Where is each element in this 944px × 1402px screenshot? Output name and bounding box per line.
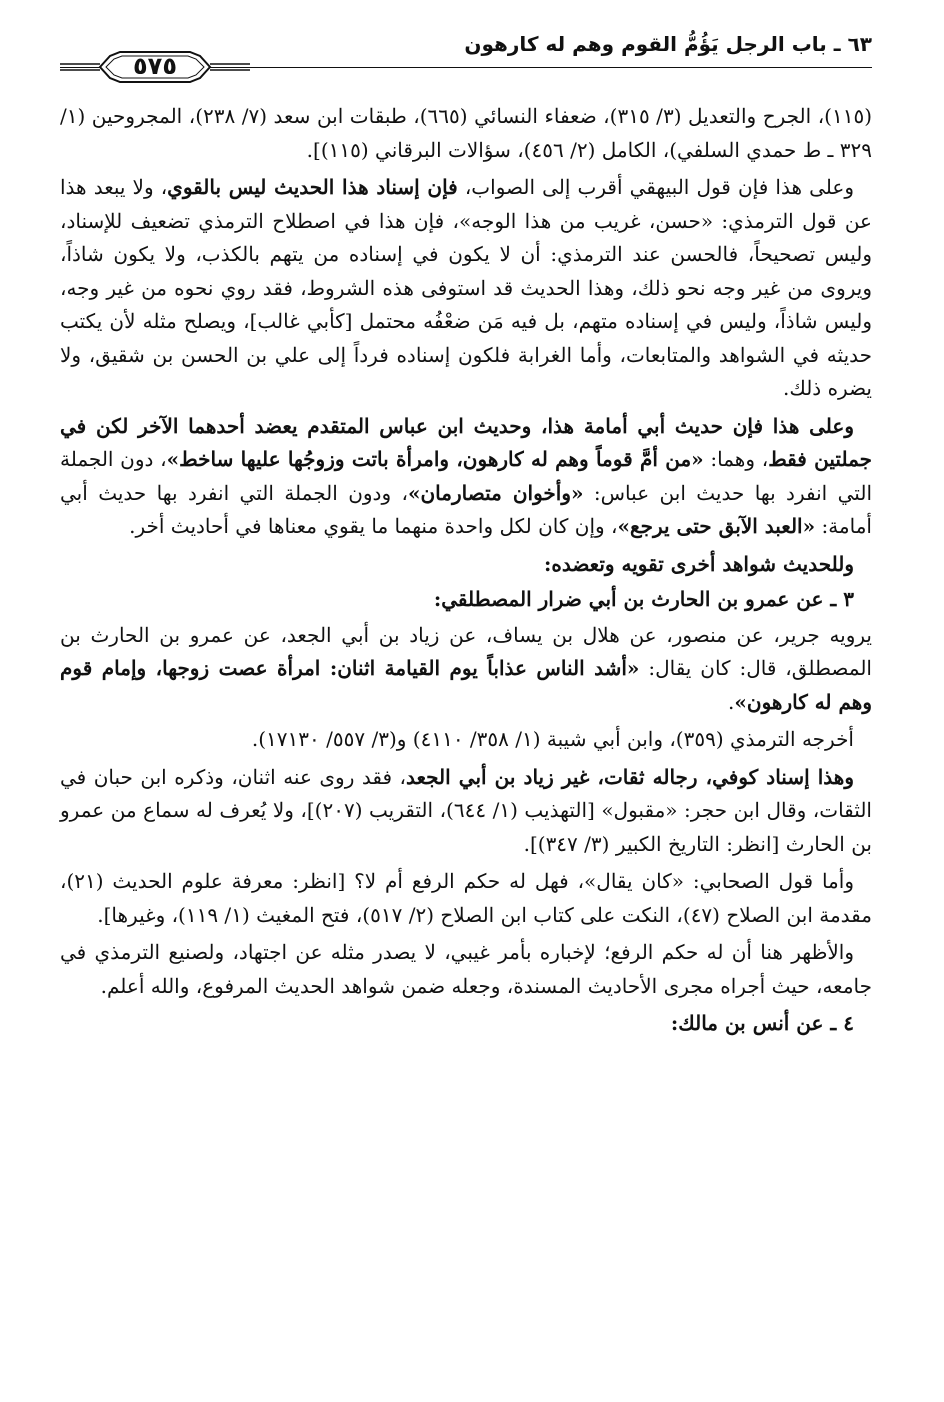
bold-text-segment: وعلى هذا فإن حديث أبي أمامة هذا، وحديث ابن عباس المتقدم يعضد أحدهما الآخر لكن في جملتين فقط bbox=[60, 413, 873, 471]
paragraph-group-2 bbox=[60, 619, 872, 1004]
text-segment: ، وإن كان لكل واحدة منهما ما يقوي معناها في أحاديث أخر. bbox=[129, 514, 618, 538]
text-segment: ، ولا يبعد هذا عن قول الترمذي: «حسن، غريب من هذا الوجه»، فإن هذا في اصطلاح الترمذي تضعيف للإسناد، وليس تصحيحاً، فالحسن عند الترمذي: أن لا يكون في إسناده من يتهم بالكذب، ولا يكون شاذاً، ويروى من غير وجه نحو ذلك، وهذا الحديث قد استوفى هذه الشروط، فقد روي نحوه من غير وجه، وليس شاذاً، وليس في إسناده متهم، بل فيه مَن ضعْفُه محتمل [كأبي غالب]، ويصلح مثله لأن يكتب حديثه في الشواهد والمتابعات، وأما الغرابة فلكون إسناده فرداً إلى علي بن الحسن بن شقيق، ولا يضره ذلك. bbox=[60, 175, 872, 400]
paragraph-p6 bbox=[60, 761, 872, 862]
paragraph-p1 bbox=[60, 100, 872, 167]
paragraph-group-1 bbox=[60, 100, 872, 544]
bold-text-segment: «من أمَّ قوماً وهم له كارهون، وامرأة باتت وزوجُها عليها ساخط» bbox=[166, 447, 704, 471]
page-number: ٥٧٥ bbox=[133, 52, 177, 80]
text-segment: وعلى هذا فإن قول البيهقي أقرب إلى الصواب، bbox=[457, 175, 854, 199]
text-segment: ، ودون الجملة التي انفرد بها حديث أبي أمامة: bbox=[60, 480, 872, 538]
text-segment: ، دون الجملة التي انفرد بها حديث ابن عباس: bbox=[60, 447, 872, 505]
section-heading-anas: ٤ ـ عن أنس بن مالك: bbox=[670, 1011, 854, 1035]
text-segment: . bbox=[728, 689, 735, 714]
text-segment: ، وهما: bbox=[703, 447, 769, 471]
text-segment: والأظهر هنا أن له حكم الرفع؛ لإخباره بأمر غيبي، لا يصدر مثله عن اجتهاد، ولصنيع الترمذي في جامعه، حيث أجراه مجرى الأحاديث المسندة، وجعله ضمن شواهد الحديث المرفوع، والله أعلم. bbox=[60, 940, 872, 998]
section-heading-amr: ٣ ـ عن عمرو بن الحارث بن أبي ضرار المصطلقي: bbox=[433, 587, 854, 611]
bold-text-segment: فإن إسناد هذا الحديث ليس بالقوي bbox=[167, 175, 458, 199]
chapter-title: ٦٣ ـ باب الرجل يَؤُمُّ القوم وهم له كارهون bbox=[464, 32, 872, 56]
paragraph-p8 bbox=[60, 936, 872, 1003]
text-segment: وأما قول الصحابي: «كان يقال»، فهل له حكم الرفع أم لا؟ [انظر: معرفة علوم الحديث (٢١)، مقدمة ابن الصلاح (٤٧)، النكت على كتاب ابن الصلاح (٢/ ٥١٧)، فتح المغيث (١/ ١١٩)، وغيرها]. bbox=[60, 869, 872, 927]
page-header bbox=[60, 30, 872, 92]
bold-text-segment: «العبد الآبق حتى يرجع» bbox=[617, 514, 816, 538]
paragraph-p2 bbox=[60, 171, 872, 406]
bold-text-segment: وهذا إسناد كوفي، رجاله ثقات، غير زياد بن أبي الجعد bbox=[405, 764, 855, 789]
text-segment: أخرجه الترمذي (٣٥٩)، وابن أبي شيبة (١/ ٣٥٨/ ٤١١٠) و(٣/ ٥٥٧/ ١٧١٣٠). bbox=[251, 727, 854, 751]
bold-text-segment: «وأخوان متصارمان» bbox=[407, 480, 584, 505]
book-page bbox=[60, 30, 872, 1380]
text-segment: (١١٥)، الجرح والتعديل (٣/ ٣١٥)، ضعفاء النسائي (٦٦٥)، طبقات ابن سعد (٧/ ٢٣٨)، المجروحين (١/ ٣٢٩ ـ ط حمدي السلفي)، الكامل (٢/ ٤٥٦)، سؤالات البرقاني (١١٥)]. bbox=[60, 104, 873, 162]
paragraph-p5 bbox=[60, 723, 872, 757]
text-segment: يرويه جرير، عن منصور، عن هلال بن يساف، عن زياد بن أبي الجعد، عن عمرو بن الحارث بن المصطلق، قال: كان يقال: bbox=[60, 622, 872, 680]
paragraph-p7 bbox=[60, 865, 872, 932]
text-segment: ، فقد روى عنه اثنان، وذكره ابن حبان في الثقات، وقال ابن حجر: «مقبول» [التهذيب (١/ ٦٤٤)، التقريب (٢٠٧)]، ولا يُعرف له سماع من عمرو بن الحارث [انظر: التاريخ الكبير (٣/ ٣٤٧)]. bbox=[60, 764, 872, 856]
bold-text-segment: «أشد الناس عذاباً يوم القيامة اثنان: امرأة عصت زوجها، وإمام قوم وهم له كارهون» bbox=[60, 656, 872, 714]
paragraph-p3 bbox=[60, 410, 872, 544]
section-heading-supporting: وللحديث شواهد أخرى تقويه وتعضده: bbox=[543, 551, 854, 576]
page-number-badge bbox=[60, 44, 250, 90]
paragraph-p4 bbox=[60, 619, 872, 720]
body-text bbox=[60, 100, 872, 1043]
